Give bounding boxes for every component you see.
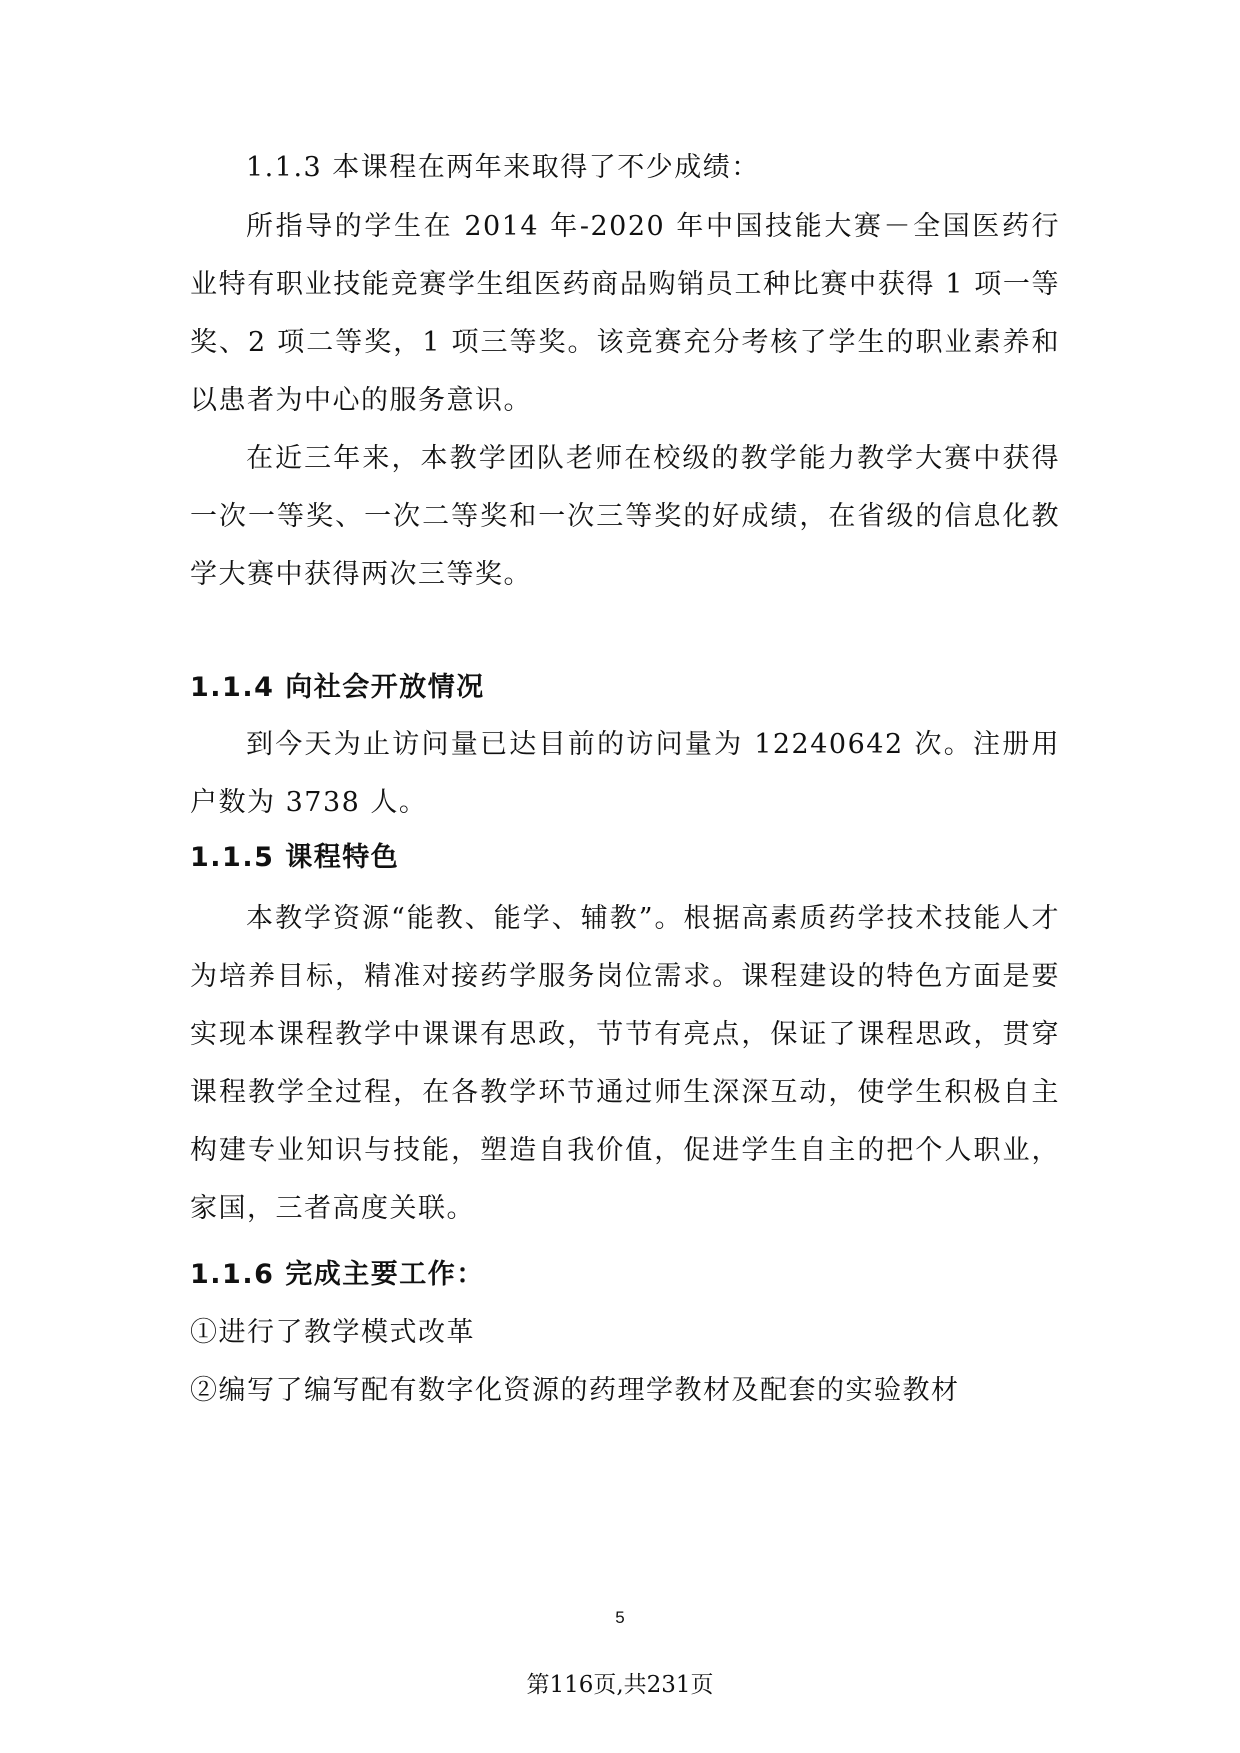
section-115-paragraph: 本教学资源“能教、能学、辅教”。根据高素质药学技术技能人才为培养目标，精准对接药学服务岗位需求。课程建设的特色方面是要实现本课程教学中课课有思政，节节有亮点，保证了课程思政，贯穿课程教学全过程，在各教学环节通过师生深深互动，使学生积极自主构建专业知识与技能，塑造自我价值，促进学生自主的把个人职业，家国，三者高度关联。 (190, 903, 1060, 1224)
section-113-paragraph-2: 在近三年来，本教学团队老师在校级的教学能力教学大赛中获得一次一等奖、一次二等奖和一次三等奖的好成绩，在省级的信息化教学大赛中获得两次三等奖。 (190, 443, 1060, 590)
section-113-paragraph-1: 所指导的学生在 2014 年-2020 年中国技能大赛－全国医药行业特有职业技能竞赛学生组医药商品购销员工种比赛中获得 1 项一等奖、2 项二等奖，1 项三等奖。该竞赛充分考核了学生的职业素养和以患者为中心的服务意识。 (190, 211, 1060, 416)
section-114-paragraph: 到今天为止访问量已达目前的访问量为 12240642 次。注册用户数为 3738 人。 (190, 729, 1060, 818)
section-113-heading: 1.1.3 本课程在两年来取得了不少成绩： (246, 152, 760, 183)
page-number: 5 (615, 1608, 625, 1627)
section-115-heading: 1.1.5 课程特色 (190, 842, 400, 873)
section-116-heading: 1.1.6 完成主要工作： (190, 1259, 485, 1290)
page-info: 第116页,共231页 (526, 1672, 714, 1698)
work-item-2: ②编写了编写配有数字化资源的药理学教材及配套的实验教材 (190, 1375, 960, 1406)
work-item-1: ①进行了教学模式改革 (190, 1317, 475, 1348)
section-114-heading: 1.1.4 向社会开放情况 (190, 672, 485, 703)
